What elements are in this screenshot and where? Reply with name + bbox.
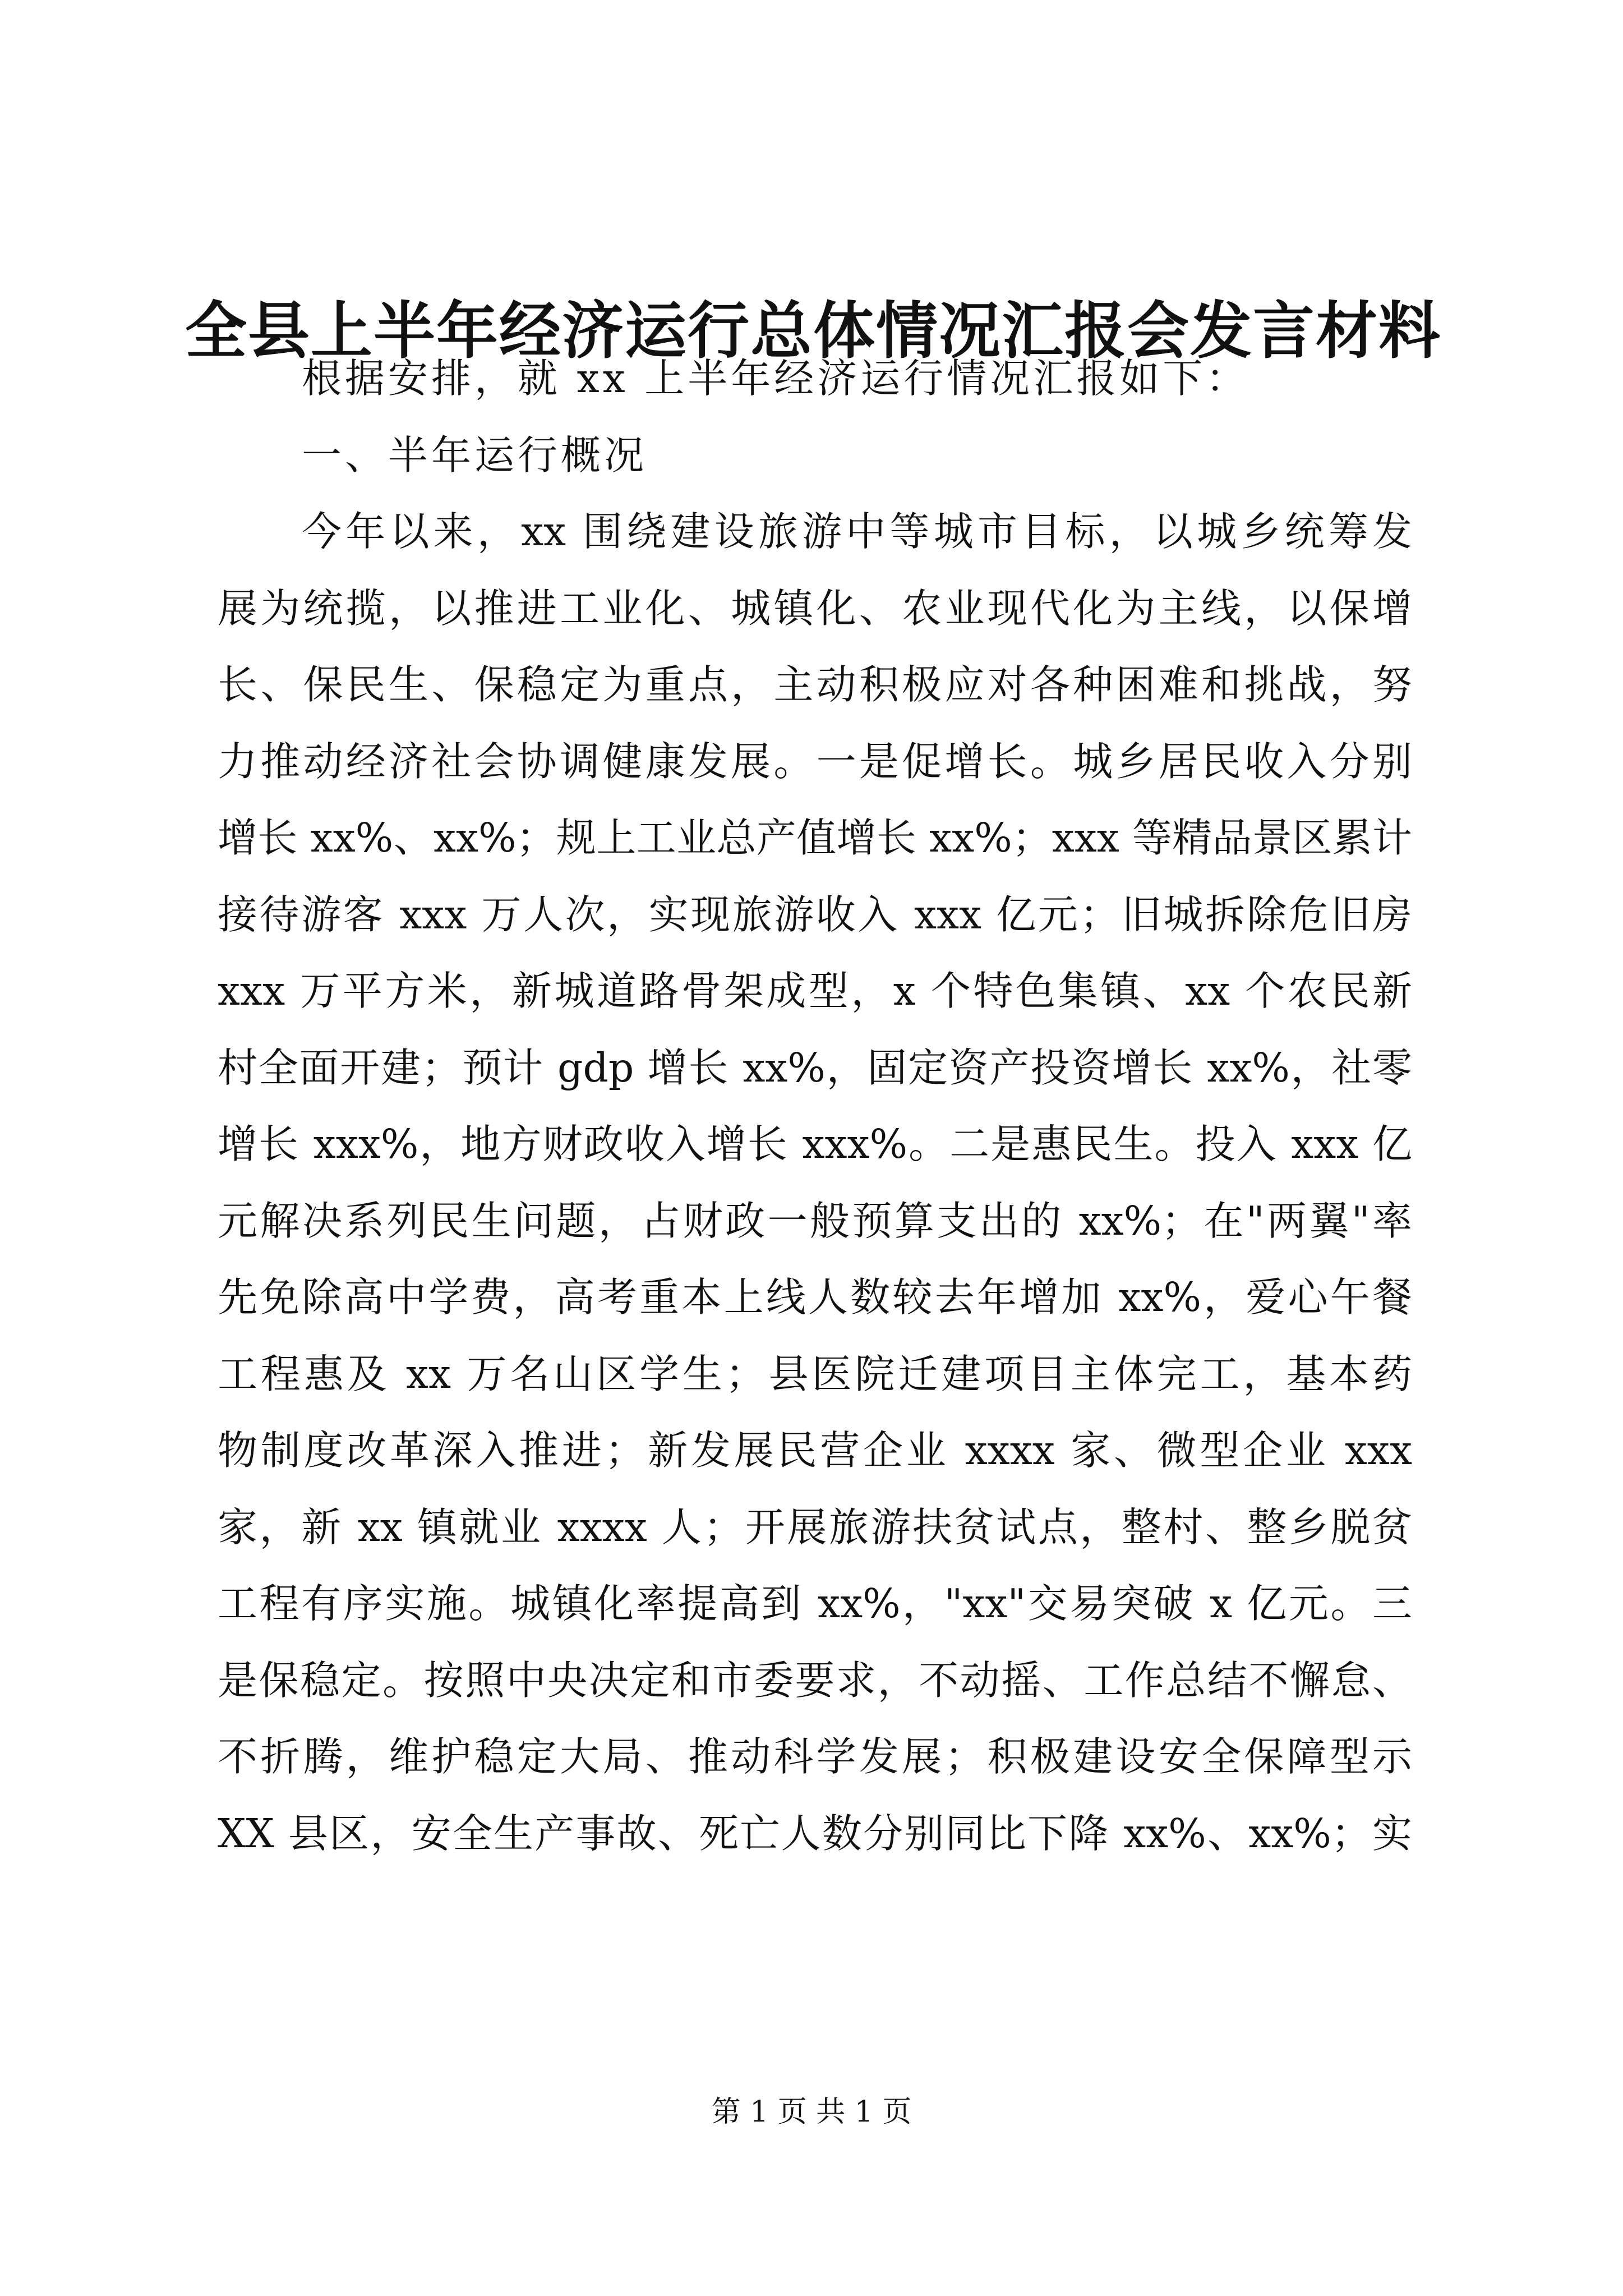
- body-line: 接待游客 xxx 万人次，实现旅游收入 xxx 亿元；旧城拆除危旧房: [218, 891, 1412, 938]
- body-line: 先免除高中学费，高考重本上线人数较去年增加 xx%，爱心午餐: [218, 1274, 1412, 1320]
- body-line: 不折腾，维护稳定大局、推动科学发展；积极建设安全保障型示: [218, 1733, 1412, 1780]
- body-line: 元解决系列民生问题，占财政一般预算支出的 xx%；在"两翼"率: [218, 1198, 1412, 1244]
- body-line: 村全面开建；预计 gdp 增长 xx%，固定资产投资增长 xx%，社零: [218, 1045, 1412, 1091]
- section-heading: 一、半年运行概况: [302, 432, 648, 478]
- body-line: 展为统揽，以推进工业化、城镇化、农业现代化为主线，以保增: [218, 585, 1412, 632]
- body-line: 家，新 xx 镇就业 xxxx 人；开展旅游扶贫试点，整村、整乡脱贫: [218, 1504, 1412, 1550]
- body-line: 长、保民生、保稳定为重点，主动积极应对各种困难和挑战，努: [218, 661, 1412, 708]
- body-line: 工程惠及 xx 万名山区学生；县医院迁建项目主体完工，基本药: [218, 1351, 1412, 1397]
- body-line: 是保稳定。按照中央决定和市委要求，不动摇、工作总结不懈怠、: [218, 1657, 1412, 1704]
- body-line: 根据安排，就 xx 上半年经济运行情况汇报如下：: [302, 355, 1249, 402]
- body-line: xxx 万平方米，新城道路骨架成型，x 个特色集镇、xx 个农民新: [218, 968, 1412, 1014]
- body-line: 今年以来，xx 围绕建设旅游中等城市目标，以城乡统筹发: [302, 508, 1412, 555]
- body-line: 增长 xxx%，地方财政收入增长 xxx%。二是惠民生。投入 xxx 亿: [218, 1121, 1412, 1167]
- body-line: 力推动经济社会协调健康发展。一是促增长。城乡居民收入分别: [218, 738, 1412, 785]
- body-line: 增长 xx%、xx%；规上工业总产值增长 xx%；xxx 等精品景区累计: [218, 815, 1412, 861]
- body-line: 工程有序实施。城镇化率提高到 xx%，"xx"交易突破 x 亿元。三: [218, 1580, 1412, 1627]
- body-line: 物制度改革深入推进；新发展民营企业 xxxx 家、微型企业 xxx: [218, 1427, 1412, 1474]
- body-line: XX 县区，安全生产事故、死亡人数分别同比下降 xx%、xx%；实: [218, 1810, 1412, 1857]
- document-title: 全县上半年经济运行总体情况汇报会发言材料: [185, 295, 1441, 367]
- page-footer: 第 1 页 共 1 页: [711, 2095, 912, 2129]
